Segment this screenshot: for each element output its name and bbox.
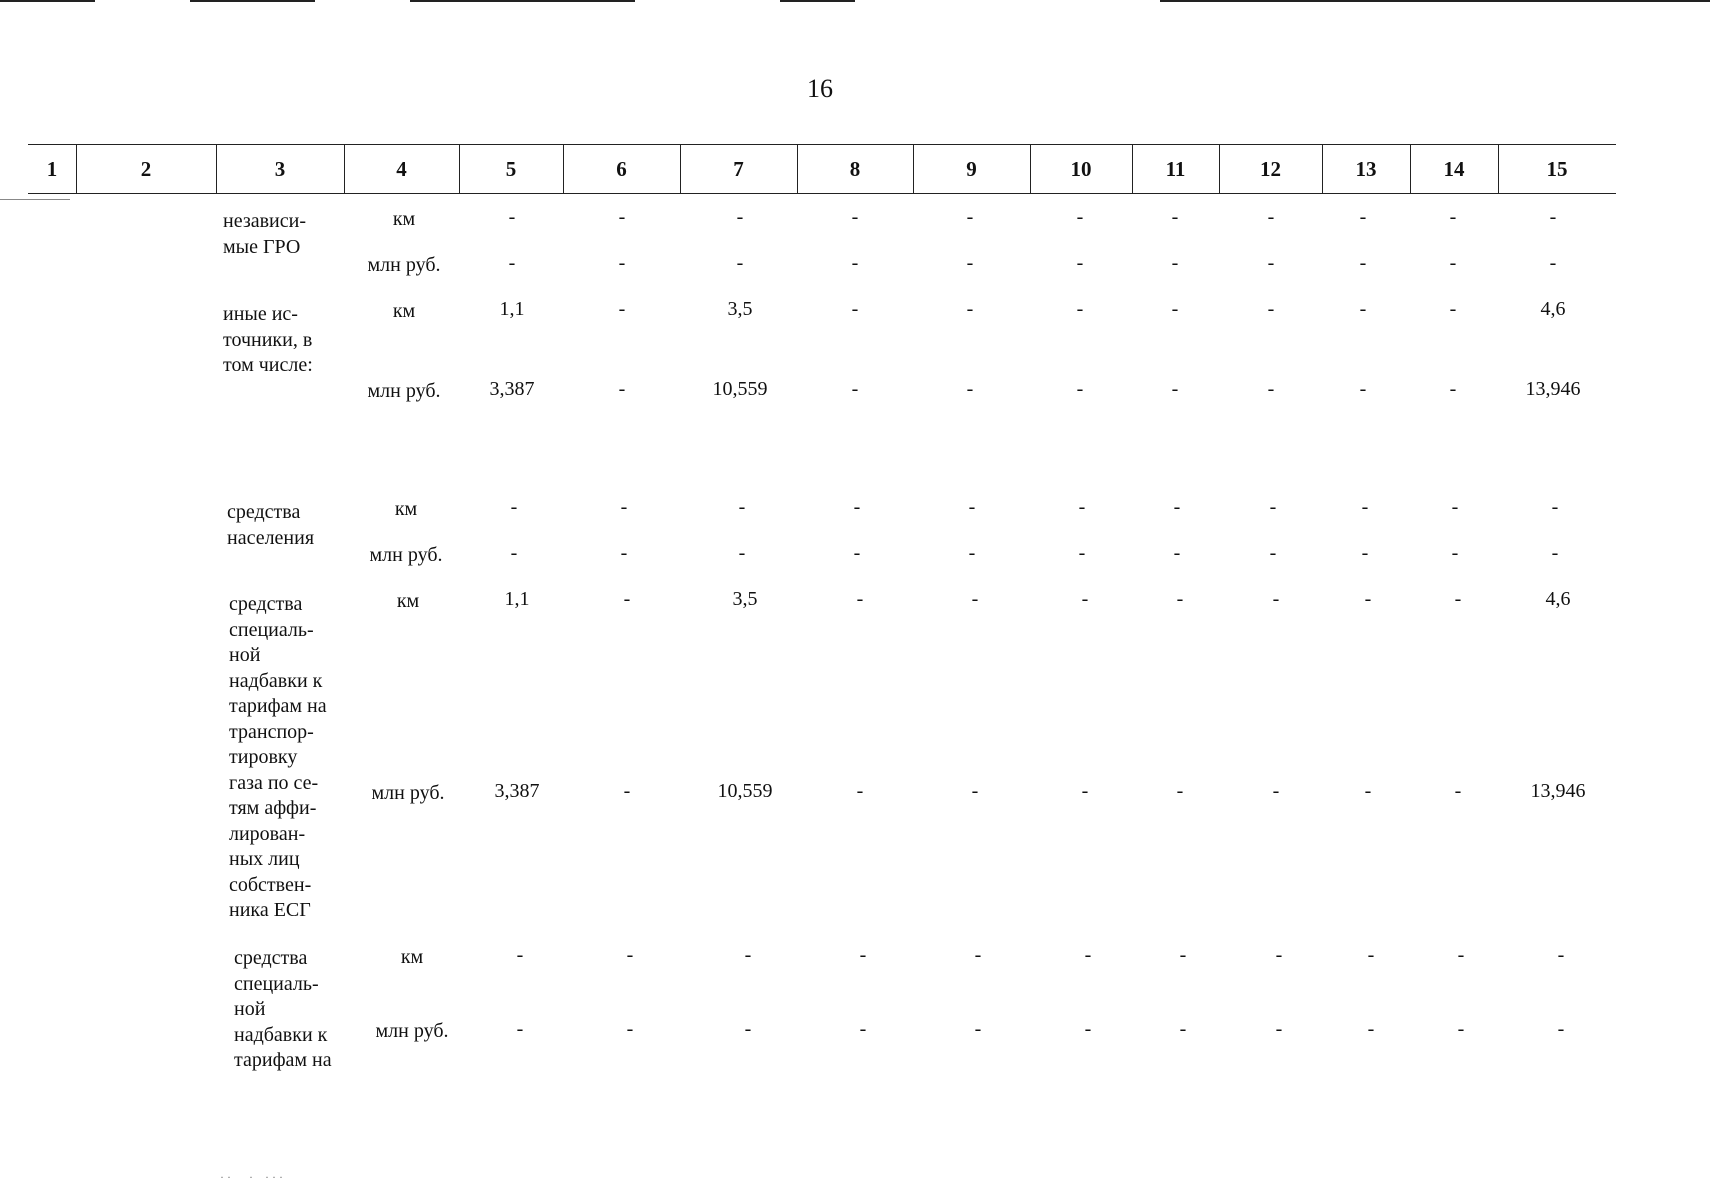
unit-cell: млн руб. — [369, 544, 443, 566]
column-header-6: 6 — [616, 157, 627, 181]
value-cell: - — [1361, 542, 1369, 564]
value-cell: - — [1272, 780, 1280, 802]
value-cell: - — [626, 944, 634, 966]
value-cell: 3,5 — [727, 298, 753, 320]
value-cell: - — [968, 496, 976, 518]
value-cell: - — [618, 378, 626, 400]
value-cell: - — [1084, 944, 1092, 966]
column-header-13: 13 — [1355, 157, 1377, 181]
value-cell: - — [1267, 298, 1275, 320]
value-cell: - — [508, 252, 516, 274]
value-cell: - — [1171, 378, 1179, 400]
value-cell: - — [859, 1018, 867, 1040]
value-cell: - — [736, 206, 744, 228]
value-cell: - — [853, 542, 861, 564]
value-cell: - — [1449, 378, 1457, 400]
value-cell: - — [1364, 588, 1372, 610]
value-cell: 10,559 — [717, 780, 773, 802]
value-cell: - — [618, 298, 626, 320]
value-cell: - — [623, 588, 631, 610]
value-cell: - — [1451, 542, 1459, 564]
value-cell: - — [1451, 496, 1459, 518]
value-cell: - — [1173, 542, 1181, 564]
value-cell: - — [1551, 542, 1559, 564]
value-cell: - — [516, 944, 524, 966]
column-header-1: 1 — [46, 157, 58, 181]
value-cell: - — [620, 542, 628, 564]
section-label: средства специаль- ной надбавки к тарифам на транспор- тировку газа по се- тям аффи- лирован- ных лиц собствен- ника ЕСГ — [229, 593, 327, 921]
value-cell: - — [851, 252, 859, 274]
value-cell: 3,5 — [732, 588, 758, 610]
top-edge-line — [190, 0, 315, 2]
unit-cell: км — [400, 946, 424, 968]
value-cell: - — [856, 780, 864, 802]
value-cell: - — [966, 298, 974, 320]
value-cell: - — [1267, 206, 1275, 228]
value-cell: 3,387 — [494, 780, 540, 802]
value-cell: - — [738, 542, 746, 564]
value-cell: - — [1449, 252, 1457, 274]
value-cell: - — [1081, 780, 1089, 802]
value-cell: - — [1457, 944, 1465, 966]
value-cell: - — [1179, 944, 1187, 966]
value-cell: - — [851, 298, 859, 320]
page-number: 16 — [807, 74, 833, 103]
table-stub-line — [0, 199, 70, 200]
value-cell: 1,1 — [499, 298, 525, 320]
column-header-5: 5 — [505, 157, 517, 181]
value-cell: - — [1457, 1018, 1465, 1040]
section-label: независи- мые ГРО — [223, 210, 306, 258]
value-cell: - — [966, 206, 974, 228]
value-cell: - — [851, 206, 859, 228]
value-cell: - — [1171, 298, 1179, 320]
column-header-8: 8 — [849, 157, 861, 181]
column-header-4: 4 — [396, 157, 407, 181]
section-label: средства населения — [227, 501, 315, 549]
top-edge-line — [0, 0, 95, 2]
column-header-14: 14 — [1443, 157, 1465, 181]
value-cell: - — [971, 588, 979, 610]
column-header-2: 2 — [140, 157, 152, 181]
unit-cell: млн руб. — [371, 782, 445, 804]
table-header-row — [28, 144, 1616, 194]
value-cell: - — [1084, 1018, 1092, 1040]
value-cell: - — [1275, 944, 1283, 966]
value-cell: - — [859, 944, 867, 966]
value-cell: - — [974, 944, 982, 966]
section-label: средства специаль- ной надбавки к тарифам на — [234, 947, 332, 1071]
value-cell: - — [1557, 1018, 1565, 1040]
value-cell: - — [1173, 496, 1181, 518]
value-cell: - — [1272, 588, 1280, 610]
value-cell: - — [1359, 298, 1367, 320]
value-cell: - — [1557, 944, 1565, 966]
unit-cell: млн руб. — [375, 1020, 449, 1042]
value-cell: - — [1454, 588, 1462, 610]
value-cell: - — [620, 496, 628, 518]
value-cell: - — [1454, 780, 1462, 802]
value-cell: - — [1269, 496, 1277, 518]
value-cell: - — [1078, 542, 1086, 564]
value-cell: - — [974, 1018, 982, 1040]
value-cell: - — [1078, 496, 1086, 518]
value-cell: - — [853, 496, 861, 518]
value-cell: - — [1267, 252, 1275, 274]
unit-cell: км — [394, 498, 418, 520]
column-header-7: 7 — [733, 157, 744, 181]
value-cell: - — [738, 496, 746, 518]
value-cell: 3,387 — [489, 378, 535, 400]
top-edge-line — [410, 0, 635, 2]
column-header-9: 9 — [966, 157, 977, 181]
column-header-11: 11 — [1165, 157, 1186, 181]
value-cell: - — [510, 542, 518, 564]
value-cell: - — [851, 378, 859, 400]
value-cell: - — [1364, 780, 1372, 802]
value-cell: - — [618, 206, 626, 228]
section-label: иные ис- точники, в том числе: — [223, 303, 313, 376]
value-cell: - — [1361, 496, 1369, 518]
value-cell: - — [736, 252, 744, 274]
value-cell: - — [508, 206, 516, 228]
value-cell: 1,1 — [504, 588, 530, 610]
unit-cell: км — [396, 590, 420, 612]
value-cell: - — [618, 252, 626, 274]
value-cell: - — [1449, 206, 1457, 228]
value-cell: - — [1367, 944, 1375, 966]
top-edge-line — [1160, 0, 1710, 2]
value-cell: - — [1359, 206, 1367, 228]
value-cell: - — [1076, 378, 1084, 400]
value-cell: 4,6 — [1540, 298, 1566, 320]
unit-cell: млн руб. — [367, 380, 441, 402]
column-header-15: 15 — [1546, 157, 1568, 181]
value-cell: - — [1267, 378, 1275, 400]
unit-cell: млн руб. — [367, 254, 441, 276]
column-header-10: 10 — [1070, 157, 1092, 181]
column-header-3: 3 — [274, 157, 286, 181]
value-cell: - — [966, 252, 974, 274]
value-cell: - — [1551, 496, 1559, 518]
value-cell: - — [744, 1018, 752, 1040]
value-cell: - — [1179, 1018, 1187, 1040]
value-cell: - — [971, 780, 979, 802]
value-cell: 13,946 — [1525, 378, 1581, 400]
value-cell: - — [1359, 378, 1367, 400]
unit-cell: км — [392, 300, 416, 322]
value-cell: - — [516, 1018, 524, 1040]
value-cell: - — [1171, 252, 1179, 274]
value-cell: - — [1176, 588, 1184, 610]
value-cell: - — [1171, 206, 1179, 228]
scan-speck: · · · · · · — [220, 1170, 283, 1184]
value-cell: - — [966, 378, 974, 400]
value-cell: - — [1269, 542, 1277, 564]
value-cell: - — [1076, 206, 1084, 228]
value-cell: - — [1076, 252, 1084, 274]
value-cell: - — [1076, 298, 1084, 320]
value-cell: - — [1549, 206, 1557, 228]
value-cell: - — [1176, 780, 1184, 802]
value-cell: - — [1275, 1018, 1283, 1040]
value-cell: 10,559 — [712, 378, 768, 400]
unit-cell: км — [392, 208, 416, 230]
value-cell: - — [1081, 588, 1089, 610]
top-edge-line — [780, 0, 855, 2]
value-cell: 13,946 — [1530, 780, 1586, 802]
value-cell: - — [744, 944, 752, 966]
value-cell: - — [626, 1018, 634, 1040]
value-cell: - — [623, 780, 631, 802]
value-cell: - — [1449, 298, 1457, 320]
value-cell: - — [510, 496, 518, 518]
column-header-12: 12 — [1260, 157, 1281, 181]
value-cell: - — [1359, 252, 1367, 274]
value-cell: - — [1367, 1018, 1375, 1040]
value-cell: - — [856, 588, 864, 610]
value-cell: 4,6 — [1545, 588, 1571, 610]
value-cell: - — [1549, 252, 1557, 274]
value-cell: - — [968, 542, 976, 564]
